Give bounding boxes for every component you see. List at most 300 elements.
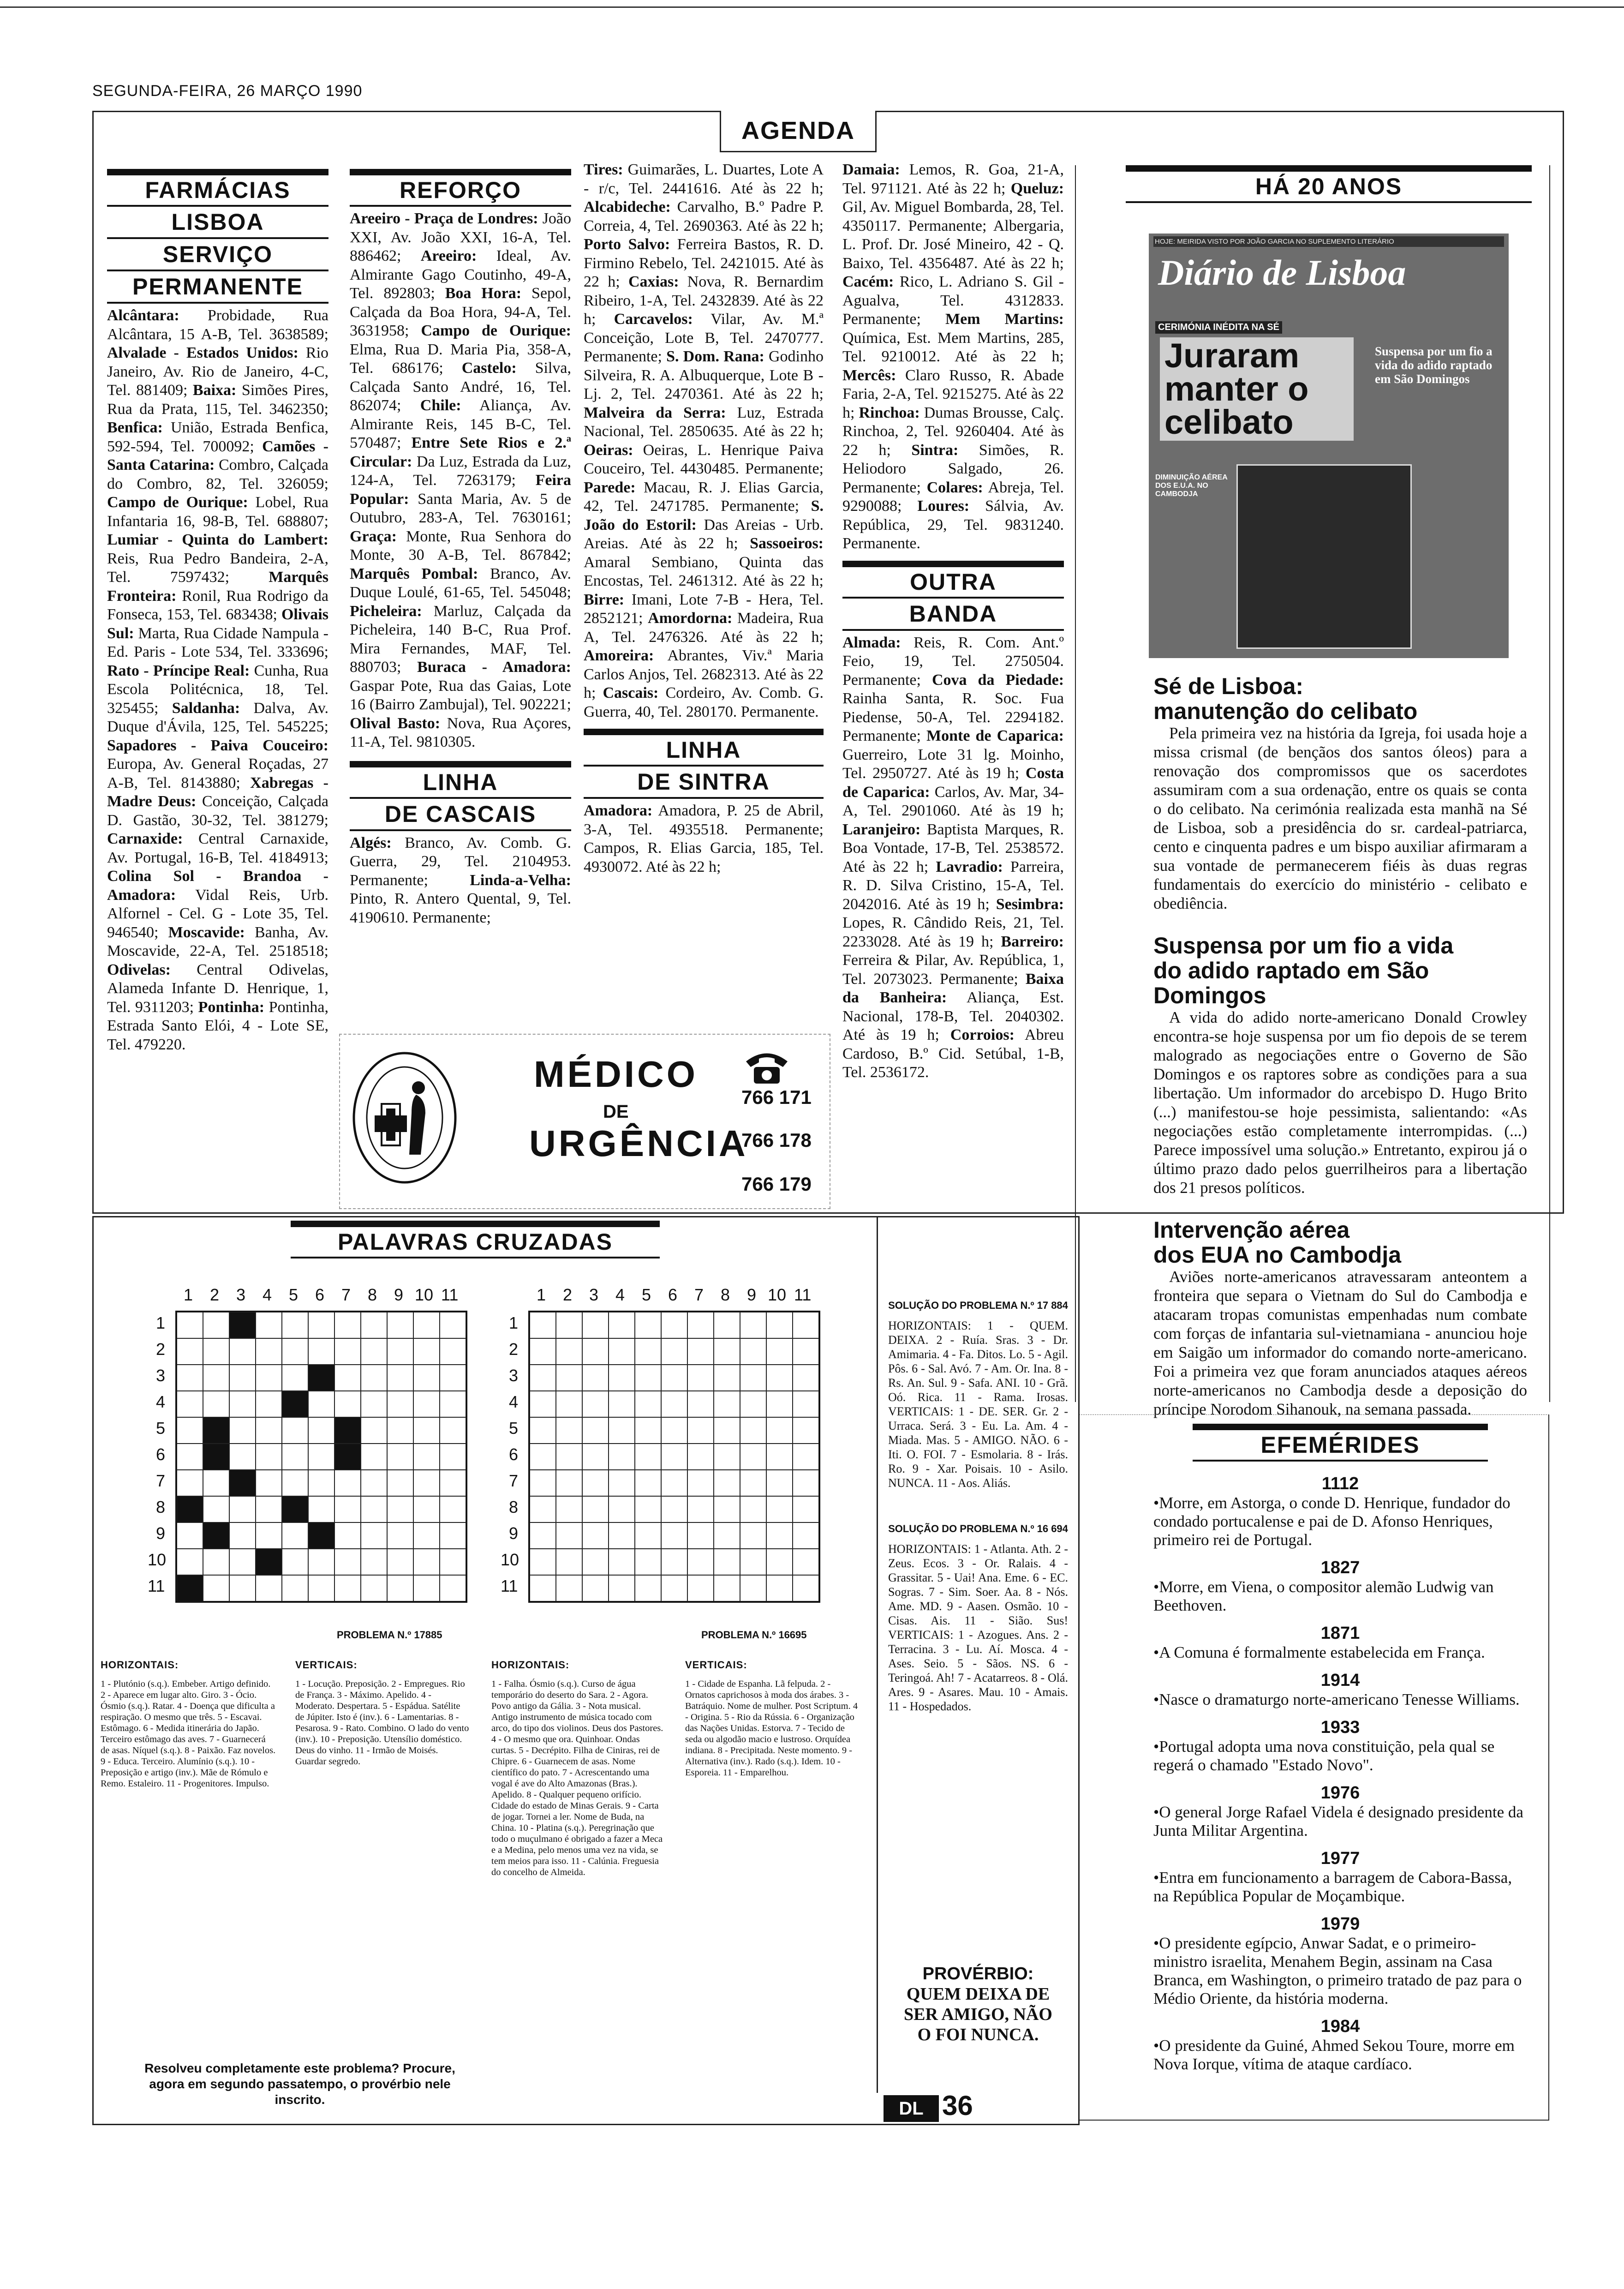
crossword-cell[interactable] [413,1444,440,1470]
crossword-cell[interactable] [440,1575,466,1601]
crossword-cell[interactable] [282,1417,308,1444]
crossword-cell[interactable] [793,1575,819,1601]
crossword-block [334,1417,361,1444]
crossword-cell[interactable] [203,1338,229,1365]
crossword-cell[interactable] [740,1496,766,1522]
crossword-cell[interactable] [556,1391,582,1417]
efemeride-year: 1871 [1320,1624,1360,1643]
crossword-cell[interactable] [582,1444,609,1470]
crossword-cell[interactable] [530,1549,556,1575]
crossword-cell[interactable] [413,1417,440,1444]
pharmacy-entry [107,494,328,530]
crossword-cell[interactable] [635,1575,661,1601]
pharmacy-details: Marta, Rua Cidade Nampula - Ed. Paris - Lote 534, Tel. 333696; [107,624,328,660]
pharmacy-details: Parreira, R. D. Silva Cristino, 15-A, Tel. 2042016. Até às 19 h; [842,858,1064,913]
crossword-cell[interactable] [609,1365,635,1391]
crossword-cell[interactable] [413,1549,440,1575]
pharmacy-details: Das Areias - Urb. Areias. Até às 22 h; [584,516,824,552]
crossword-cell[interactable] [687,1496,714,1522]
pharmacy-details: Carvalho, B.º Padre P. Correia, 4, Tel. 2690363. Até às 22 h; [584,198,824,234]
crossword-cell[interactable] [635,1444,661,1470]
crossword-cell[interactable] [387,1470,413,1496]
pharmacy-place: Loures: [917,497,970,515]
crossword-cell[interactable] [714,1444,740,1470]
crossword-cell[interactable] [229,1444,256,1470]
crossword-cell[interactable] [203,1365,229,1391]
pharmacy-details: Química, Est. Mem Martins, 285, Tel. 9210012. Até às 22 h; [842,329,1064,365]
crossword-cell[interactable] [440,1312,466,1338]
crossword-cell[interactable] [256,1312,282,1338]
crossword-cell[interactable] [203,1312,229,1338]
crossword-cell[interactable] [582,1417,609,1444]
crossword-cell[interactable] [582,1496,609,1522]
crossword-cell[interactable] [793,1444,819,1470]
crossword-cell[interactable] [308,1444,334,1470]
grid-column-number: 5 [289,1285,299,1304]
pharmacy-place: Damaia: [842,161,900,178]
crossword-cell[interactable] [609,1575,635,1601]
crossword-cell[interactable] [661,1470,687,1496]
crossword-cell[interactable] [282,1444,308,1470]
crossword-cell[interactable] [714,1470,740,1496]
clip-side-box: DIMINUIÇÃO AÉREA DOS E.U.A. NO CAMBODJA [1155,473,1228,498]
crossword-cell[interactable] [609,1549,635,1575]
crossword-cell[interactable] [635,1338,661,1365]
crossword-cell[interactable] [387,1575,413,1601]
crossword-cell[interactable] [530,1391,556,1417]
crossword-cell[interactable] [661,1391,687,1417]
crossword-cell[interactable] [556,1496,582,1522]
grid-row-number: 4 [509,1392,519,1411]
crossword-block [308,1365,334,1391]
crossword-cell[interactable] [661,1338,687,1365]
crossword-cell[interactable] [413,1312,440,1338]
crossword-cell[interactable] [229,1575,256,1601]
crossword-cell[interactable] [687,1391,714,1417]
pharmacy-details: Santa Maria, Av. 5 de Outubro, 283-A, Tel. 7630161; [350,490,571,526]
grid-column-number: 1 [537,1285,546,1304]
crossword-cell[interactable] [334,1549,361,1575]
telephone-icon [744,1049,790,1085]
crossword-cell[interactable] [740,1522,766,1549]
pharmacy-details: Madeira, Rua A, Tel. 2476326. Até às 22 h; [584,610,824,646]
crossword-cell[interactable] [793,1470,819,1496]
crossword-cell[interactable] [413,1496,440,1522]
crossword-cell[interactable] [766,1365,793,1391]
crosswords-heading: PALAVRAS CRUZADAS [291,1221,660,1258]
grid-column-number: 6 [315,1285,325,1304]
pharmacy-place: Entre Sete Rios e 2.ª Circular: [350,434,572,470]
crossword-cell[interactable] [687,1522,714,1549]
efemeride-text: •Morre, em Astorga, o conde D. Henrique, fundador do condado portucalense e pai de D. Afonso Henriques, primeiro rei de Portugal. [1153,1494,1511,1549]
crossword-cell[interactable] [556,1417,582,1444]
crossword-cell[interactable] [440,1365,466,1391]
crossword-cell[interactable] [635,1549,661,1575]
crossword-cell[interactable] [766,1417,793,1444]
sol2-title: SOLUÇÃO DO PROBLEMA N.º 16 694 [888,1523,1068,1534]
crossword-cell[interactable] [413,1575,440,1601]
crossword-cell[interactable] [793,1391,819,1417]
story-body: A vida do adido norte-americano Donald Crowley encontra-se hoje suspensa por um fio depois de se terem malogrado as negociações entre o Governo de São Domingos e os raptores sobre as condições para a sua libertação. Um informador do arcebispo D. Hugo Brito (...) manifestou-se hoje pessimista, salientando: «As negociações estão completamente interrompidas. (...) Parece impossível uma solução.» Entretanto, expirou já o último prazo dado pelos guerrilheiros para a libertação dos 21 presos políticos. [1153,1008,1527,1197]
crossword-grid-2[interactable] [528,1311,820,1603]
pharmacy-place: Chile: [420,397,461,414]
crossword-block [229,1470,256,1496]
crossword-cell[interactable] [714,1496,740,1522]
crossword-cell[interactable] [282,1522,308,1549]
crossword-cell[interactable] [714,1522,740,1549]
crossword-cell[interactable] [687,1549,714,1575]
crossword-cell[interactable] [609,1417,635,1444]
crossword-cell[interactable] [714,1575,740,1601]
crossword-cell[interactable] [256,1575,282,1601]
crossword-cell[interactable] [440,1522,466,1549]
crossword-cell[interactable] [387,1391,413,1417]
proverb-label: PROVÉRBIO: [922,1964,1034,1983]
crossword-cell[interactable] [635,1365,661,1391]
crossword-cell[interactable] [413,1365,440,1391]
crossword-cell[interactable] [740,1365,766,1391]
crossword-cell[interactable] [556,1365,582,1391]
crossword-cell[interactable] [361,1575,387,1601]
crossword-cell[interactable] [308,1496,334,1522]
crossword-cell[interactable] [530,1496,556,1522]
crossword-cell[interactable] [766,1549,793,1575]
crossword-cell[interactable] [635,1391,661,1417]
crossword-cell[interactable] [308,1391,334,1417]
farmacias-list [107,306,328,1054]
crossword-cell[interactable] [440,1391,466,1417]
crossword-cell[interactable] [361,1470,387,1496]
crossword-cell[interactable] [177,1338,203,1365]
crossword-cell[interactable] [361,1444,387,1470]
crossword-cell[interactable] [361,1549,387,1575]
banda-heading: BANDA [842,599,1064,631]
reforco-list [350,210,571,752]
crossword-cell[interactable] [413,1391,440,1417]
crossword-cell[interactable] [530,1312,556,1338]
crossword-cell[interactable] [361,1338,387,1365]
crossword-cell[interactable] [661,1365,687,1391]
crossword-cell[interactable] [177,1365,203,1391]
pharmacy-details: Aliança, Est. Nacional, 178-B, Tel. 2040302. Até às 19 h; [842,989,1064,1043]
pharmacy-details: João XXI, Av. João XXI, 16-A, Tel. 886462; [350,210,572,264]
crossword-cell[interactable] [282,1338,308,1365]
pharmacy-place: Rinchoa: [859,404,920,421]
crossword-cell[interactable] [582,1391,609,1417]
crossword-cell[interactable] [582,1549,609,1575]
crossword-cell[interactable] [177,1549,203,1575]
crossword-cell[interactable] [361,1522,387,1549]
lisboa-heading: LISBOA [107,207,328,239]
crossword-cell[interactable] [282,1549,308,1575]
crossword-cell[interactable] [793,1417,819,1444]
crossword-cell[interactable] [308,1417,334,1444]
grid-row-number: 10 [148,1550,167,1569]
crossword-cell[interactable] [387,1365,413,1391]
crossword-cell[interactable] [256,1444,282,1470]
pharmacy-details: Oeiras, L. Henrique Paiva Couceiro, Tel. 4430485. Permanente; [584,441,824,477]
grid-column-number: 1 [184,1285,193,1304]
crossword-cell[interactable] [582,1338,609,1365]
crossword-cell[interactable] [361,1312,387,1338]
crossword-cell[interactable] [530,1470,556,1496]
crossword-cell[interactable] [440,1417,466,1444]
crossword-cell[interactable] [229,1417,256,1444]
pharmacy-place: Odivelas: [107,961,171,978]
crossword-cell[interactable] [229,1496,256,1522]
crossword-cell[interactable] [714,1338,740,1365]
crossword-cell[interactable] [714,1549,740,1575]
crossword-cell[interactable] [793,1312,819,1338]
crossword-cell[interactable] [582,1575,609,1601]
pharmacy-place: Colares: [926,479,983,496]
crossword-cell[interactable] [740,1575,766,1601]
pharmacy-details: União, Estrada Benfica, 592-594, Tel. 700092; [107,419,328,455]
crossword-cell[interactable] [256,1470,282,1496]
ha20-story [1153,933,1527,1197]
crossword-cell[interactable] [334,1338,361,1365]
crossword-cell[interactable] [582,1522,609,1549]
pharmacy-entry [584,404,824,440]
pharmacy-place: Sapadores - Paiva Couceiro: [107,737,328,754]
crossword-cell[interactable] [413,1470,440,1496]
crossword-cell[interactable] [609,1522,635,1549]
crossword-cell[interactable] [661,1522,687,1549]
crossword-cell[interactable] [361,1391,387,1417]
crossword-cell[interactable] [308,1549,334,1575]
crossword-cell[interactable] [282,1470,308,1496]
efemeride-year: 1827 [1320,1558,1360,1577]
pharmacy-details: Ronil, Rua Rodrigo da Fonseca, 153, Tel. 683438; [107,587,328,623]
crossword-cell[interactable] [256,1417,282,1444]
crossword-cell[interactable] [793,1522,819,1549]
crossword-cell[interactable] [177,1312,203,1338]
crossword-cell[interactable] [203,1549,229,1575]
pharmacy-details: Combro, Calçada do Combro, 82, Tel. 326059; [107,456,328,492]
crossword-cell[interactable] [361,1496,387,1522]
pharmacy-place: Linda-a-Velha: [470,871,571,889]
crossword-cell[interactable] [687,1444,714,1470]
crossword-cell[interactable] [714,1391,740,1417]
crossword-cell[interactable] [609,1338,635,1365]
crossword-cell[interactable] [661,1496,687,1522]
crossword-cell[interactable] [387,1522,413,1549]
crossword-cell[interactable] [687,1470,714,1496]
crossword-cell[interactable] [766,1470,793,1496]
crossword-cell[interactable] [334,1391,361,1417]
crossword-cell[interactable] [387,1312,413,1338]
crossword-cell[interactable] [582,1470,609,1496]
story-body: Aviões norte-americanos atravessaram anteontem a fronteira que separa o Vietnam do Sul do Cambodja e atacaram tropas comunistas empenhadas num combate com forças de infantaria sul-vietnamiana - anunciou hoje em Saigão um informador do comando norte-americano. Foi a primeira vez que foram anunciados ataques aéreos norte-americanos no Cambodja desde a deposição do príncipe Norodom Sihanouk, na semana passada. [1153,1268,1527,1418]
crossword-cell[interactable] [609,1496,635,1522]
crossword-cell[interactable] [387,1549,413,1575]
crossword-cell[interactable] [793,1365,819,1391]
crossword-cell[interactable] [766,1496,793,1522]
crossword-cell[interactable] [556,1312,582,1338]
pharmacy-details: Abreja, Tel. 9290088; [842,479,1064,515]
p2-horizontais [491,1659,667,1878]
pharmacy-place: Benfica: [107,419,163,436]
crossword-cell[interactable] [308,1470,334,1496]
crossword-cell[interactable] [203,1496,229,1522]
crossword-cell[interactable] [440,1496,466,1522]
crossword-cell[interactable] [177,1391,203,1417]
pharmacy-details: Rico, L. Adriano S. Gil - Agualva, Tel. 4312833. Permanente; [842,273,1064,328]
crossword-cell[interactable] [635,1522,661,1549]
pharmacy-entry [584,198,824,234]
pharmacy-place: Algés: [350,834,392,851]
pharmacy-place: Buraca - Amadora: [417,659,572,676]
crossword-grid-1[interactable] [175,1311,467,1603]
crossword-cell[interactable] [609,1444,635,1470]
crossword-cell[interactable] [714,1417,740,1444]
grid-column-number: 2 [210,1285,220,1304]
crossword-cell[interactable] [714,1312,740,1338]
crossword-cell[interactable] [740,1417,766,1444]
crossword-cell[interactable] [556,1444,582,1470]
crossword-cell[interactable] [766,1391,793,1417]
crossword-cell[interactable] [609,1391,635,1417]
crossword-cell[interactable] [387,1417,413,1444]
pharmacy-place: Cacém: [842,273,894,290]
pharmacy-details: Ideal, Av. Almirante Gago Coutinho, 49-A, Tel. 892803; [350,247,571,302]
crossword-cell[interactable] [609,1312,635,1338]
crossword-cell[interactable] [440,1444,466,1470]
crossword-cell[interactable] [766,1312,793,1338]
crossword-cell[interactable] [256,1365,282,1391]
crossword-cell[interactable] [582,1312,609,1338]
crossword-cell[interactable] [413,1522,440,1549]
crossword-cell[interactable] [177,1470,203,1496]
crossword-cell[interactable] [229,1391,256,1417]
crossword-cell[interactable] [661,1549,687,1575]
crossword-cell[interactable] [177,1417,203,1444]
crossword-cell[interactable] [766,1338,793,1365]
crossword-cell[interactable] [229,1549,256,1575]
crossword-cell[interactable] [687,1417,714,1444]
crossword-cell[interactable] [440,1338,466,1365]
crossword-cell[interactable] [256,1391,282,1417]
pharmacy-place: Sesimbra: [996,895,1064,913]
crossword-cell[interactable] [582,1365,609,1391]
crossword-cell[interactable] [793,1549,819,1575]
crossword-cell[interactable] [766,1575,793,1601]
crossword-cell[interactable] [687,1312,714,1338]
crossword-cell[interactable] [687,1575,714,1601]
crossword-cell[interactable] [530,1417,556,1444]
crossword-cell[interactable] [740,1312,766,1338]
crossword-cell[interactable] [229,1338,256,1365]
crossword-cell[interactable] [308,1575,334,1601]
crossword-cell[interactable] [740,1549,766,1575]
crossword-cell[interactable] [203,1575,229,1601]
crossword-cell[interactable] [740,1338,766,1365]
crossword-cell[interactable] [203,1470,229,1496]
crossword-cell[interactable] [687,1338,714,1365]
pharmacy-details: Europa, Av. General Roçadas, 27 A-B, Tel. 8143880; [107,755,328,791]
crossword-cell[interactable] [282,1365,308,1391]
pharmacy-details: Abreu Cardoso, B.º Cid. Setúbal, 1-B, Tel. 2536172. [842,1026,1064,1081]
crossword-cell[interactable] [256,1338,282,1365]
crossword-cell[interactable] [635,1496,661,1522]
crossword-cell[interactable] [635,1417,661,1444]
crossword-cell[interactable] [530,1522,556,1549]
efemeride-year: 1933 [1320,1718,1360,1737]
pharmacy-details: Monte, Rua Senhora do Monte, 30 A-B, Tel. 867842; [350,527,572,563]
crossword-cell[interactable] [530,1365,556,1391]
crossword-cell[interactable] [530,1444,556,1470]
de-sintra-heading: DE SINTRA [584,767,824,799]
crossword-cell[interactable] [256,1522,282,1549]
crossword-cell[interactable] [556,1575,582,1601]
crossword-cell[interactable] [740,1470,766,1496]
crossword-cell[interactable] [530,1338,556,1365]
pharmacy-entry [350,715,571,751]
crossword-cell[interactable] [793,1338,819,1365]
crossword-cell[interactable] [440,1470,466,1496]
crossword-cell[interactable] [282,1575,308,1601]
crossword-cell[interactable] [556,1549,582,1575]
crossword-cell[interactable] [740,1391,766,1417]
crossword-cell[interactable] [413,1338,440,1365]
crossword-cell[interactable] [714,1365,740,1391]
crossword-cell[interactable] [661,1312,687,1338]
crossword-cell[interactable] [635,1470,661,1496]
crossword-cell[interactable] [440,1549,466,1575]
crossword-cell[interactable] [334,1575,361,1601]
crossword-cell[interactable] [177,1522,203,1549]
crossword-cell[interactable] [387,1338,413,1365]
crossword-cell[interactable] [661,1444,687,1470]
crossword-cell[interactable] [609,1470,635,1496]
crossword-cell[interactable] [387,1496,413,1522]
crossword-cell[interactable] [661,1417,687,1444]
crossword-cell[interactable] [282,1312,308,1338]
crossword-cell[interactable] [334,1365,361,1391]
crossword-cell[interactable] [635,1312,661,1338]
grid-column-number: 11 [794,1285,812,1304]
crossword-cell[interactable] [766,1522,793,1549]
crossword-cell[interactable] [556,1522,582,1549]
efemerides-heading: EFEMÉRIDES [1193,1424,1488,1462]
crossword-cell[interactable] [793,1496,819,1522]
crossword-cell[interactable] [256,1496,282,1522]
clip-photo [1236,464,1412,649]
crossword-cell[interactable] [361,1365,387,1391]
crossword-cell[interactable] [334,1470,361,1496]
crossword-cell[interactable] [361,1417,387,1444]
crossword-cell[interactable] [177,1444,203,1470]
crossword-cell[interactable] [203,1391,229,1417]
crossword-cell[interactable] [766,1444,793,1470]
crossword-cell[interactable] [334,1312,361,1338]
crossword-cell[interactable] [334,1522,361,1549]
crossword-cell[interactable] [530,1575,556,1601]
crossword-cell[interactable] [308,1312,334,1338]
crossword-cell[interactable] [229,1365,256,1391]
crossword-cell[interactable] [556,1470,582,1496]
crossword-cell[interactable] [387,1444,413,1470]
crossword-cell[interactable] [308,1338,334,1365]
crossword-cell[interactable] [556,1338,582,1365]
crossword-cell[interactable] [740,1444,766,1470]
pharmacy-details: Dalva, Av. Duque d'Ávila, 125, Tel. 545225; [107,699,329,735]
grid-row-number: 9 [156,1524,166,1543]
crossword-cell[interactable] [229,1522,256,1549]
crossword-cell[interactable] [661,1575,687,1601]
crossword-cell[interactable] [334,1496,361,1522]
crossword-cell[interactable] [687,1365,714,1391]
